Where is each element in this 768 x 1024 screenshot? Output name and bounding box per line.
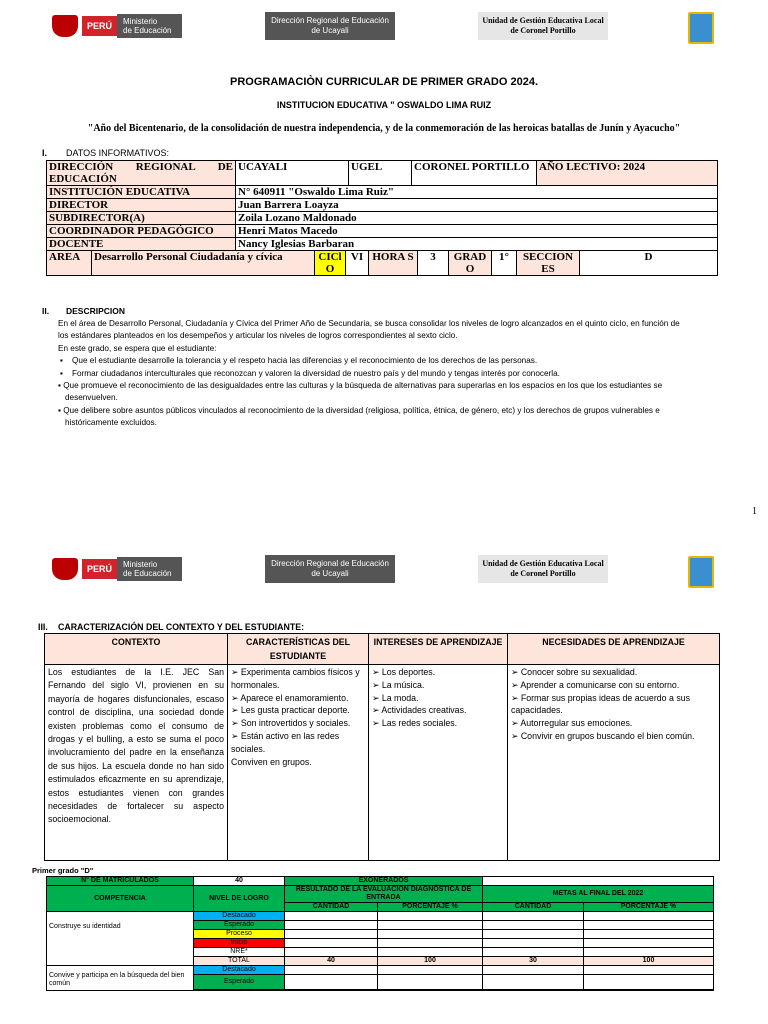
docente-value: Nancy Iglesias Barbaran xyxy=(236,238,718,251)
institution-name: INSTITUCION EDUCATIVA " OSWALDO LIMA RUIZ xyxy=(276,100,492,110)
meta-cantidad: 30 xyxy=(483,957,584,966)
dre-label: DIRECCIÓN REGIONAL DE EDUCACIÓN xyxy=(47,161,236,186)
peru-shield-icon xyxy=(52,15,78,37)
dre-banner-2: Dirección Regional de Educación de Ucayali xyxy=(265,555,395,583)
year-motto: "Año del Bicentenario, de la consolidación de nuestra independencia, y de la conmemoración de las heroicas batallas de Junín y Ayacucho" xyxy=(87,123,681,134)
results-table xyxy=(46,876,714,991)
context-table xyxy=(44,633,720,861)
meta-porcentaje-header: PORCENTAJE % xyxy=(584,903,714,912)
grado-value: 1° xyxy=(492,251,517,276)
year-cell: AÑO LECTIVO: 2024 xyxy=(537,161,718,186)
horas-label: HORA S xyxy=(369,251,418,276)
metas-header: METAS AL FINAL DEL 2022 xyxy=(483,886,714,903)
peru-shield-icon xyxy=(52,558,78,580)
ugel-value: CORONEL PORTILLO xyxy=(412,161,537,186)
director-value: Juan Barrera Loayza xyxy=(236,199,718,212)
seccion-value: D xyxy=(580,251,718,276)
matriculados-label: N° DE MATRICULADOS xyxy=(47,877,194,886)
level-proceso xyxy=(194,990,285,991)
meta-porcentaje: 100 xyxy=(584,957,714,966)
context-cell: Los estudiantes de la I.E. JEC San Fernando del siglo VI, provienen en su mayoría de hogares disfuncionales, escaso control de disciplina, una sociedad donde existen problemas como el consumo de drogas y el bulling, a esto se suma el poco involucramiento del padre en la enseñanza de sus hijos. La escuela donde no han sido estimulados eficazmente en su aprendizaje, estos estudiantes vienen con grandes necesidades de fortalecer su aspecto socioemocional. xyxy=(45,665,228,861)
secciones-label: SECCION ES xyxy=(517,251,580,276)
context-header: CONTEXTO xyxy=(45,634,228,665)
area-label: AREA xyxy=(47,251,92,276)
peru-label: PERÚ xyxy=(82,16,117,36)
ugel-banner-2: Unidad de Gestión Educativa Local de Coronel Portillo xyxy=(478,555,608,583)
ie-label: INSTITUCIÓN EDUCATIVA xyxy=(47,186,236,199)
ugel-label: UGEL xyxy=(349,161,412,186)
grade-label: Primer grado "D" xyxy=(32,866,94,875)
ciclo-value: VI xyxy=(346,251,369,276)
needs-header: NECESIDADES DE APRENDIZAJE xyxy=(508,634,720,665)
subdirector-label: SUBDIRECTOR(A) xyxy=(47,212,236,225)
area-value: Desarrollo Personal Ciudadanía y cívica xyxy=(92,251,315,276)
diagnostic-header: RESULTADO DE LA EVALUACION DIAGNÓSTICA DE ENTRADA xyxy=(285,886,483,903)
exonerados-label: EXONERADOS xyxy=(285,877,483,886)
matriculados-value: 40 xyxy=(194,877,285,886)
exonerados-value xyxy=(483,877,714,886)
diag-cantidad-header: CANTIDAD xyxy=(285,903,378,912)
minedu-logo-2 xyxy=(52,557,182,581)
nivel-header: NIVEL DE LOGRO xyxy=(194,886,285,912)
total-cantidad: 40 xyxy=(285,957,378,966)
interests-cell: ➢ Los deportes. ➢ La música. ➢ La moda. ➢ Actividades creativas. ➢ Las redes sociales. xyxy=(369,665,508,861)
section-2-heading: II. DESCRIPCION xyxy=(42,306,126,316)
competencia-2: Convive y participa en la búsqueda del bien común xyxy=(47,966,194,991)
info-table xyxy=(46,160,718,251)
minedu-logo xyxy=(52,14,182,38)
director-label: DIRECTOR xyxy=(47,199,236,212)
level-esperado: Esperado xyxy=(194,921,285,930)
interests-header: INTERESES DE APRENDIZAJE xyxy=(369,634,508,665)
docente-label: DOCENTE xyxy=(47,238,236,251)
level-destacado: Destacado xyxy=(194,912,285,921)
ministerio-label: Ministerio de Educación xyxy=(117,14,181,38)
dre-banner: Dirección Regional de Educación de Ucayali xyxy=(265,12,395,40)
section-3-heading: III. CARACTERIZACIÓN DEL CONTEXTO Y DEL ESTUDIANTE: xyxy=(38,622,305,632)
ugel-banner: Unidad de Gestión Educativa Local de Coronel Portillo xyxy=(478,12,608,40)
ministerio-label: Ministerio de Educación xyxy=(117,557,181,581)
ciclo-label: CICl O xyxy=(315,251,346,276)
grado-label: GRAD O xyxy=(449,251,492,276)
characteristics-header: CARACTERÍSTICAS DEL ESTUDIANTE xyxy=(228,634,369,665)
competencia-header: COMPETENCIA xyxy=(47,886,194,912)
horas-value: 3 xyxy=(418,251,449,276)
coordinator-label: COORDINADOR PEDAGÓGICO xyxy=(47,225,236,238)
competencia-1: Construye su identidad xyxy=(47,912,194,966)
characteristics-cell: ➢ Experimenta cambios físicos y hormonales. ➢ Aparece el enamoramiento. ➢ Les gusta practicar deporte. ➢ Son introvertidos y sociales. ➢ Están activo en las redes sociales. Conviven en grupos. xyxy=(228,665,369,861)
ugel-crest-icon xyxy=(688,12,714,44)
subdirector-value: Zoila Lozano Maldonado xyxy=(236,212,718,225)
ie-value: N° 640911 "Oswaldo Lima Ruiz" xyxy=(236,186,718,199)
total-porcentaje: 100 xyxy=(378,957,483,966)
section-1-heading: I. DATOS INFORMATIVOS: xyxy=(42,148,170,158)
level-esperado: Esperado xyxy=(194,975,285,990)
coordinator-value: Henri Matos Macedo xyxy=(236,225,718,238)
area-table xyxy=(46,250,718,276)
level-proceso: Proceso xyxy=(194,930,285,939)
total-label: TOTAL xyxy=(194,957,285,966)
level-nre: NRE* xyxy=(194,948,285,957)
dre-value: UCAYALI xyxy=(236,161,349,186)
needs-cell: ➢ Conocer sobre su sexualidad. ➢ Aprender a comunicarse con su entorno. ➢ Formar sus propias ideas de acuerdo a sus capacidades. ➢ Autorregular sus emociones. ➢ Convivir en grupos buscando el bien común. xyxy=(508,665,720,861)
description-text: En el área de Desarrollo Personal, Ciudadanía y Cívica del Primer Año de Secundaria, se busca consolidar los niveles de logro alcanzados en el quinto ciclo, en función de los estándares planteados en los desempeños y articular los niveles de logros correspondientes al sexto ciclo. En este grado, se espera que el estudiante: ▪ Que el estudiante desarrolle la tolerancia y el respeto hacia las diferencias y el reconocimiento de los derechos de las personas. ▪ Formar ciudadanos interculturales que reconozcan y valoren la diversidad de nuestro país y del mundo y tengas interés por conocerla. ▪ Que promueve el reconocimiento de las desigualdades entre las culturas y la búsqueda de alternativas para superarlas en los espacios en los que los estudiantes se desenvuelven. ▪ Que delibere sobre asuntos públicos vinculados al reconocimiento de la diversidad (religiosa, política, étnica, de género, etc) y los derechos de grupos vulnerables e históricamente excluidos. xyxy=(58,319,680,428)
ugel-crest-icon xyxy=(688,556,714,588)
level-destacado: Destacado xyxy=(194,966,285,975)
peru-label: PERÚ xyxy=(82,559,117,579)
level-inicio: Inicio xyxy=(194,939,285,948)
page-number: 1 xyxy=(752,506,757,517)
page-title: PROGRAMACIÒN CURRICULAR DE PRIMER GRADO 2024. xyxy=(229,76,539,88)
meta-cantidad-header: CANTIDAD xyxy=(483,903,584,912)
diag-porcentaje-header: PORCENTAJE % xyxy=(378,903,483,912)
